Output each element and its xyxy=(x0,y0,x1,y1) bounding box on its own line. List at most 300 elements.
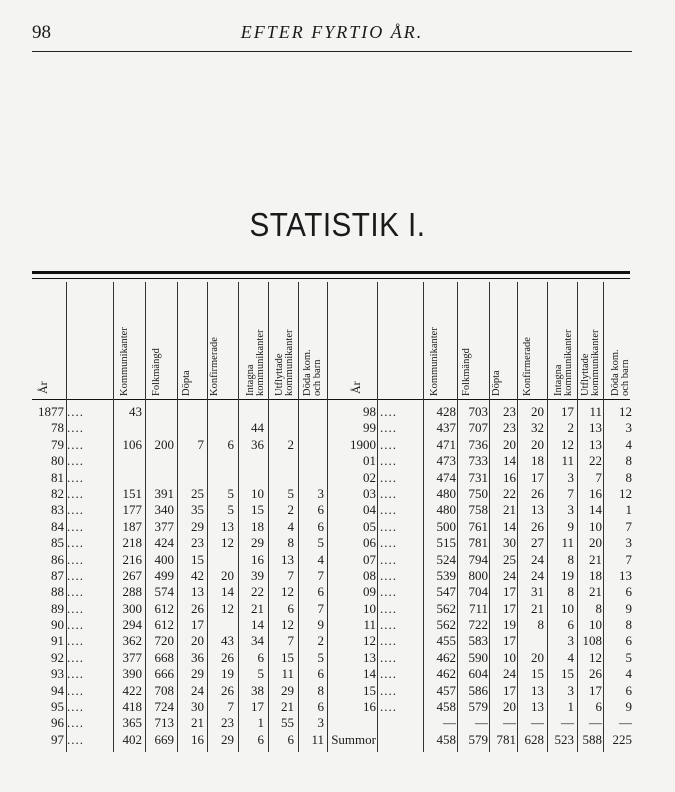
left-cell: 36 xyxy=(191,649,204,665)
left-cell: 16 xyxy=(251,551,264,567)
left-cell: 18 xyxy=(251,518,264,534)
left-cell: 612 xyxy=(154,600,174,616)
left-cell: .... xyxy=(67,551,84,567)
right-cell: 579 xyxy=(468,731,488,747)
left-header-moved: Utflyttade kommunikanter xyxy=(274,329,295,396)
right-cell: — xyxy=(443,715,456,731)
left-cell: 8 xyxy=(287,535,294,551)
page-number: 98 xyxy=(32,22,51,43)
left-cell: 29 xyxy=(191,518,204,534)
right-cell: 12 xyxy=(619,485,632,501)
right-cell: 02 xyxy=(363,469,376,485)
right-cell: 24 xyxy=(503,666,516,682)
right-cell: 98 xyxy=(363,404,376,419)
right-cell: 25 xyxy=(503,551,516,567)
right-cell: 13 xyxy=(531,682,544,698)
right-cell: 761 xyxy=(468,518,488,534)
left-cell: 11 xyxy=(281,666,294,682)
right-cell: 731 xyxy=(468,469,488,485)
left-cell: 12 xyxy=(221,600,234,616)
right-cell: 8 xyxy=(625,469,632,485)
right-cell: 15 xyxy=(561,666,574,682)
table-row xyxy=(0,666,675,682)
right-cell: 18 xyxy=(531,453,544,469)
right-cell: 24 xyxy=(531,551,544,567)
left-cell: 43 xyxy=(129,404,142,419)
left-cell: 94 xyxy=(51,682,64,698)
right-header-year: År xyxy=(349,381,363,394)
right-cell: 03 xyxy=(363,485,376,501)
left-cell: 13 xyxy=(221,518,234,534)
left-cell: 391 xyxy=(154,485,174,501)
table-row xyxy=(0,535,675,551)
right-cell: 704 xyxy=(468,584,488,600)
right-cell: 3 xyxy=(625,535,632,551)
right-cell: 17 xyxy=(503,584,516,600)
table-row xyxy=(0,420,675,436)
right-cell: 26 xyxy=(589,666,602,682)
left-cell: 42 xyxy=(191,567,204,583)
left-cell: 7 xyxy=(197,436,204,452)
left-header-baptized: Döpta xyxy=(181,370,192,396)
left-cell: .... xyxy=(67,485,84,501)
right-cell: 15 xyxy=(531,666,544,682)
right-cell: 9 xyxy=(567,518,574,534)
right-cell: 17 xyxy=(531,469,544,485)
table-header-rule xyxy=(32,399,630,400)
right-cell: 6 xyxy=(625,682,632,698)
right-cell: 1 xyxy=(625,502,632,518)
right-cell: 8 xyxy=(625,453,632,469)
right-cell: 16 xyxy=(589,485,602,501)
right-cell: .... xyxy=(380,535,397,551)
left-cell: 6 xyxy=(317,518,324,534)
right-cell: .... xyxy=(380,404,397,419)
left-cell: .... xyxy=(67,715,84,731)
left-cell: 84 xyxy=(51,518,64,534)
left-cell: 7 xyxy=(317,600,324,616)
right-cell: 08 xyxy=(363,567,376,583)
right-cell: 7 xyxy=(567,485,574,501)
left-cell: 8 xyxy=(317,682,324,698)
right-cell: 733 xyxy=(468,453,488,469)
left-cell: 340 xyxy=(154,502,174,518)
left-cell: 15 xyxy=(281,649,294,665)
right-cell: 19 xyxy=(561,567,574,583)
right-cell: 539 xyxy=(436,567,456,583)
right-cell: — xyxy=(619,715,632,731)
left-cell: 669 xyxy=(154,731,174,747)
right-cell: 07 xyxy=(363,551,376,567)
left-cell: 7 xyxy=(227,699,234,715)
right-cell: 17 xyxy=(589,682,602,698)
right-cell: 225 xyxy=(612,731,632,747)
table-row xyxy=(0,683,675,699)
left-cell: 12 xyxy=(221,535,234,551)
left-cell: 365 xyxy=(122,715,142,731)
right-cell: 24 xyxy=(503,567,516,583)
right-cell: 781 xyxy=(496,731,516,747)
table-row xyxy=(0,601,675,617)
left-cell: 177 xyxy=(122,502,142,518)
left-cell: 95 xyxy=(51,699,64,715)
right-header-population: Folkmängd xyxy=(461,348,472,396)
right-cell: 12 xyxy=(619,404,632,419)
right-cell: 4 xyxy=(625,436,632,452)
left-cell: 418 xyxy=(122,699,142,715)
right-cell: 24 xyxy=(531,567,544,583)
left-cell: 7 xyxy=(287,633,294,649)
right-cell: 9 xyxy=(625,600,632,616)
right-cell: .... xyxy=(380,436,397,452)
right-cell: 13 xyxy=(363,649,376,665)
left-cell: 713 xyxy=(154,715,174,731)
left-cell: .... xyxy=(67,633,84,649)
right-cell: 26 xyxy=(531,518,544,534)
right-cell: 99 xyxy=(363,420,376,436)
right-cell: 17 xyxy=(503,633,516,649)
left-cell: 87 xyxy=(51,567,64,583)
right-cell: .... xyxy=(380,518,397,534)
left-cell: .... xyxy=(67,453,84,469)
left-cell: 2 xyxy=(317,633,324,649)
right-cell: 20 xyxy=(503,699,516,715)
left-cell: 96 xyxy=(51,715,64,731)
left-cell: 24 xyxy=(191,682,204,698)
right-cell: 09 xyxy=(363,584,376,600)
right-cell: .... xyxy=(380,551,397,567)
right-cell: 703 xyxy=(468,404,488,419)
right-cell: 4 xyxy=(567,649,574,665)
right-cell: 2 xyxy=(567,420,574,436)
left-cell: .... xyxy=(67,649,84,665)
left-cell: 9 xyxy=(317,617,324,633)
right-cell: 6 xyxy=(567,617,574,633)
right-cell: 711 xyxy=(468,600,488,616)
right-cell: 457 xyxy=(436,682,456,698)
left-cell: 612 xyxy=(154,617,174,633)
table-row xyxy=(0,584,675,600)
table-row xyxy=(0,519,675,535)
left-cell: 29 xyxy=(281,682,294,698)
page-title: STATISTIK I. xyxy=(249,206,426,243)
right-cell: 583 xyxy=(468,633,488,649)
right-cell: 8 xyxy=(567,551,574,567)
right-header-deaths: Döda kom. och barn xyxy=(610,349,631,396)
table-row xyxy=(0,617,675,633)
right-cell: 23 xyxy=(503,404,516,419)
left-cell: 44 xyxy=(251,420,264,436)
left-cell: 3 xyxy=(317,485,324,501)
right-cell: 471 xyxy=(436,436,456,452)
right-cell: 781 xyxy=(468,535,488,551)
right-cell: 473 xyxy=(436,453,456,469)
right-cell: 462 xyxy=(436,666,456,682)
right-cell: 758 xyxy=(468,502,488,518)
right-cell: .... xyxy=(380,699,397,715)
right-cell: 8 xyxy=(567,584,574,600)
right-cell: 12 xyxy=(363,633,376,649)
left-cell: 1877 xyxy=(38,404,64,419)
header-rule xyxy=(32,51,632,52)
right-cell: Summor xyxy=(331,731,376,747)
left-cell: 5 xyxy=(227,485,234,501)
left-cell: 720 xyxy=(154,633,174,649)
left-cell: 23 xyxy=(221,715,234,731)
left-cell: 12 xyxy=(281,584,294,600)
right-cell: 21 xyxy=(589,551,602,567)
right-cell: 18 xyxy=(589,567,602,583)
right-cell: 3 xyxy=(625,420,632,436)
right-cell: 26 xyxy=(531,485,544,501)
left-cell: 85 xyxy=(51,535,64,551)
right-cell: 794 xyxy=(468,551,488,567)
right-cell: 1900 xyxy=(350,436,376,452)
right-cell: 20 xyxy=(589,535,602,551)
right-cell: 707 xyxy=(468,420,488,436)
right-cell: 562 xyxy=(436,600,456,616)
right-cell: 588 xyxy=(582,731,602,747)
right-cell: 7 xyxy=(625,518,632,534)
table-row xyxy=(0,650,675,666)
left-cell: 20 xyxy=(191,633,204,649)
table-row xyxy=(0,453,675,469)
right-cell: 13 xyxy=(589,420,602,436)
left-cell: 26 xyxy=(221,682,234,698)
right-cell: 547 xyxy=(436,584,456,600)
left-cell: .... xyxy=(67,682,84,698)
left-cell: 6 xyxy=(257,731,264,747)
right-cell: 1 xyxy=(567,699,574,715)
left-cell: 82 xyxy=(51,485,64,501)
table-row xyxy=(0,502,675,518)
right-cell: .... xyxy=(380,682,397,698)
left-cell: 499 xyxy=(154,567,174,583)
table-row xyxy=(0,552,675,568)
right-cell: 3 xyxy=(567,469,574,485)
right-cell: 20 xyxy=(503,436,516,452)
left-cell: 36 xyxy=(251,436,264,452)
left-cell: 35 xyxy=(191,502,204,518)
right-cell: 32 xyxy=(531,420,544,436)
right-cell: 16 xyxy=(503,469,516,485)
right-cell: 21 xyxy=(589,584,602,600)
table-row xyxy=(0,715,675,731)
right-cell: 586 xyxy=(468,682,488,698)
left-cell: 216 xyxy=(122,551,142,567)
left-cell: 88 xyxy=(51,584,64,600)
left-cell: 10 xyxy=(251,485,264,501)
left-cell: .... xyxy=(67,617,84,633)
left-cell: 724 xyxy=(154,699,174,715)
right-cell: 458 xyxy=(436,731,456,747)
right-cell: 13 xyxy=(589,436,602,452)
right-cell: 8 xyxy=(595,600,602,616)
left-cell: 377 xyxy=(122,649,142,665)
right-cell: 22 xyxy=(589,453,602,469)
right-cell: 515 xyxy=(436,535,456,551)
right-cell: 7 xyxy=(625,551,632,567)
right-cell: 01 xyxy=(363,453,376,469)
left-cell: 5 xyxy=(287,485,294,501)
right-header-moved: Utflyttade kommunikanter xyxy=(580,329,601,396)
left-cell: 7 xyxy=(287,567,294,583)
right-cell: 16 xyxy=(363,699,376,715)
left-cell: 390 xyxy=(122,666,142,682)
right-cell: 17 xyxy=(503,600,516,616)
left-cell: 91 xyxy=(51,633,64,649)
left-cell: 218 xyxy=(122,535,142,551)
right-cell: 21 xyxy=(503,502,516,518)
left-cell: 2 xyxy=(287,436,294,452)
left-cell: 2 xyxy=(287,502,294,518)
left-cell: .... xyxy=(67,584,84,600)
left-cell: 5 xyxy=(317,535,324,551)
right-cell: 736 xyxy=(468,436,488,452)
right-cell: 722 xyxy=(468,617,488,633)
right-cell: .... xyxy=(380,485,397,501)
left-cell: 13 xyxy=(191,584,204,600)
right-cell: 523 xyxy=(554,731,574,747)
left-cell: 92 xyxy=(51,649,64,665)
right-cell: 13 xyxy=(619,567,632,583)
left-cell: 14 xyxy=(251,617,264,633)
right-cell: 604 xyxy=(468,666,488,682)
left-cell: 17 xyxy=(191,617,204,633)
table-row xyxy=(0,732,675,748)
running-title: EFTER FYRTIO ÅR. xyxy=(240,22,424,42)
right-cell: .... xyxy=(380,469,397,485)
right-cell: 11 xyxy=(561,453,574,469)
right-cell: 20 xyxy=(531,649,544,665)
left-cell: 4 xyxy=(287,518,294,534)
right-header-confirmed: Konfirmerade xyxy=(522,337,533,396)
left-cell: 424 xyxy=(154,535,174,551)
page-header xyxy=(32,22,632,48)
right-cell: 7 xyxy=(595,469,602,485)
left-cell: 6 xyxy=(317,666,324,682)
right-cell: 3 xyxy=(567,682,574,698)
left-cell: 16 xyxy=(191,731,204,747)
right-cell: 13 xyxy=(531,699,544,715)
right-cell: 800 xyxy=(468,567,488,583)
left-cell: 13 xyxy=(281,551,294,567)
left-cell: 708 xyxy=(154,682,174,698)
left-cell: 15 xyxy=(191,551,204,567)
right-cell: 19 xyxy=(503,617,516,633)
left-cell: 55 xyxy=(281,715,294,731)
left-cell: 19 xyxy=(221,666,234,682)
right-cell: 21 xyxy=(531,600,544,616)
right-cell: 14 xyxy=(503,518,516,534)
left-cell: 89 xyxy=(51,600,64,616)
left-cell: 294 xyxy=(122,617,142,633)
right-cell: 17 xyxy=(503,682,516,698)
left-cell: 6 xyxy=(227,436,234,452)
right-cell: 15 xyxy=(363,682,376,698)
left-cell: 7 xyxy=(317,567,324,583)
right-cell: 9 xyxy=(625,699,632,715)
left-cell: 79 xyxy=(51,436,64,452)
left-header-population: Folkmängd xyxy=(151,348,162,396)
right-cell: 11 xyxy=(363,617,376,633)
right-cell: 12 xyxy=(589,649,602,665)
right-cell: 108 xyxy=(582,633,602,649)
left-cell: 22 xyxy=(251,584,264,600)
right-cell: 462 xyxy=(436,649,456,665)
left-header-deaths: Döda kom. och barn xyxy=(302,349,323,396)
right-cell: 8 xyxy=(537,617,544,633)
left-cell: 668 xyxy=(154,649,174,665)
right-cell: — xyxy=(475,715,488,731)
right-cell: .... xyxy=(380,600,397,616)
left-cell: 300 xyxy=(122,600,142,616)
left-cell: .... xyxy=(67,420,84,436)
right-cell: 437 xyxy=(436,420,456,436)
left-cell: .... xyxy=(67,699,84,715)
left-cell: 402 xyxy=(122,731,142,747)
right-cell: 750 xyxy=(468,485,488,501)
left-header-received: Intagna kommunikanter xyxy=(245,329,266,396)
left-cell: 17 xyxy=(251,699,264,715)
right-cell: .... xyxy=(380,453,397,469)
right-cell: 3 xyxy=(567,633,574,649)
right-cell: .... xyxy=(380,502,397,518)
right-cell: .... xyxy=(380,666,397,682)
left-cell: 38 xyxy=(251,682,264,698)
left-cell: 666 xyxy=(154,666,174,682)
left-cell: 6 xyxy=(287,600,294,616)
left-cell: 6 xyxy=(317,502,324,518)
left-cell: 5 xyxy=(227,502,234,518)
right-cell: 579 xyxy=(468,699,488,715)
right-cell: 04 xyxy=(363,502,376,518)
right-header-baptized: Döpta xyxy=(491,370,502,396)
left-cell: 93 xyxy=(51,666,64,682)
right-cell: 11 xyxy=(589,404,602,419)
left-cell: 29 xyxy=(251,535,264,551)
left-header-confirmed: Konfirmerade xyxy=(209,337,220,396)
right-cell: 6 xyxy=(625,633,632,649)
left-cell: 25 xyxy=(191,485,204,501)
table-row xyxy=(0,633,675,649)
left-cell: 400 xyxy=(154,551,174,567)
left-cell: 267 xyxy=(122,567,142,583)
left-cell: 26 xyxy=(191,600,204,616)
right-cell: 27 xyxy=(531,535,544,551)
left-cell: 187 xyxy=(122,518,142,534)
left-cell: 86 xyxy=(51,551,64,567)
left-cell: 1 xyxy=(257,715,264,731)
table-row xyxy=(0,486,675,502)
left-cell: 6 xyxy=(257,649,264,665)
right-cell: 8 xyxy=(625,617,632,633)
left-cell: 21 xyxy=(251,600,264,616)
left-cell: 29 xyxy=(191,666,204,682)
right-cell: 22 xyxy=(503,485,516,501)
right-cell: 10 xyxy=(363,600,376,616)
right-cell: .... xyxy=(380,649,397,665)
right-cell: 06 xyxy=(363,535,376,551)
left-cell: 97 xyxy=(51,731,64,747)
left-cell: 200 xyxy=(154,436,174,452)
right-cell: 4 xyxy=(625,666,632,682)
left-cell: 20 xyxy=(221,567,234,583)
left-cell: 12 xyxy=(281,617,294,633)
left-cell: 4 xyxy=(317,551,324,567)
right-cell: 14 xyxy=(363,666,376,682)
left-cell: 574 xyxy=(154,584,174,600)
